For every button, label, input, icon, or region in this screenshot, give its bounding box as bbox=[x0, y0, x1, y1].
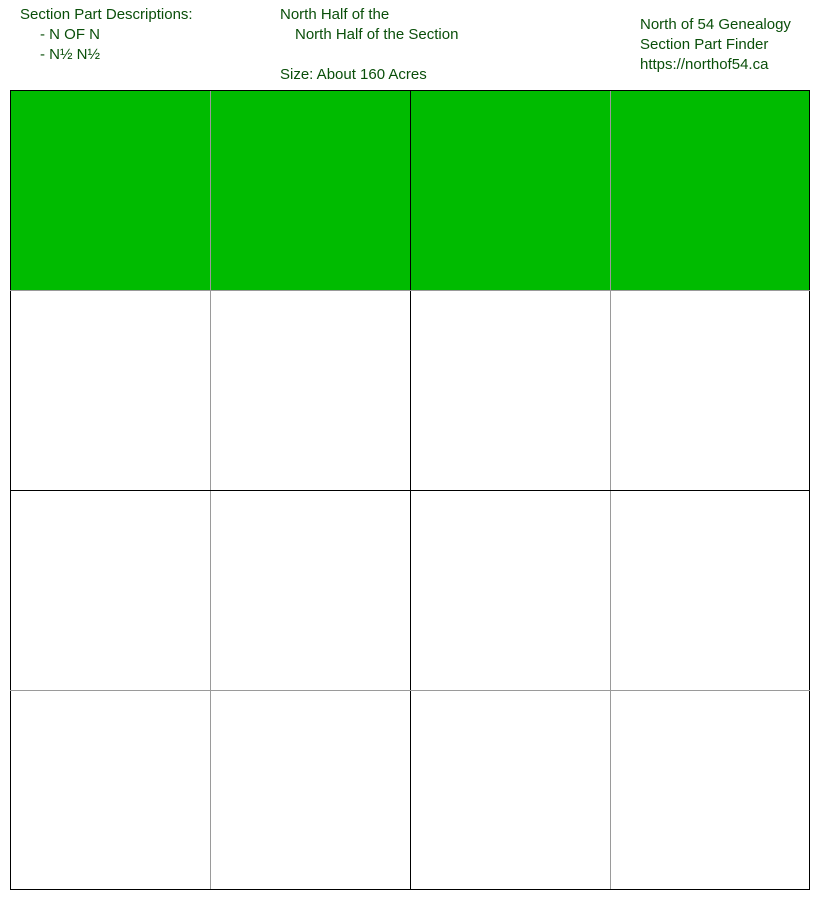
grid-cell bbox=[410, 290, 610, 490]
brand-block bbox=[640, 15, 791, 75]
grid-cell-selected bbox=[410, 90, 610, 290]
title-line-2: North Half of the Section bbox=[295, 26, 459, 43]
grid-cell bbox=[10, 290, 210, 490]
grid-cell bbox=[610, 690, 810, 890]
grid-cell bbox=[610, 490, 810, 690]
grid-cell bbox=[210, 690, 410, 890]
grid-cell-selected bbox=[210, 90, 410, 290]
section-part-descriptions bbox=[20, 5, 193, 65]
grid-cell bbox=[10, 490, 210, 690]
grid-cell bbox=[210, 490, 410, 690]
grid-cell-selected bbox=[10, 90, 210, 290]
grid-cell bbox=[10, 690, 210, 890]
section-grid bbox=[10, 90, 810, 890]
descriptions-heading: Section Part Descriptions: bbox=[20, 6, 193, 23]
size-text: Size: About 160 Acres bbox=[280, 66, 427, 83]
grid-cell bbox=[210, 290, 410, 490]
title-line-1: North Half of the bbox=[280, 6, 390, 23]
description-item: - N OF N bbox=[40, 26, 100, 43]
grid-cell bbox=[410, 490, 610, 690]
section-part-title bbox=[280, 5, 458, 85]
grid-cell-selected bbox=[610, 90, 810, 290]
brand-name: North of 54 Genealogy bbox=[640, 16, 791, 33]
grid-cell bbox=[610, 290, 810, 490]
grid-cell bbox=[410, 690, 610, 890]
brand-tool-name: Section Part Finder bbox=[640, 36, 769, 53]
brand-url[interactable]: https://northof54.ca bbox=[640, 56, 769, 73]
description-item: - N½ N½ bbox=[40, 46, 101, 63]
